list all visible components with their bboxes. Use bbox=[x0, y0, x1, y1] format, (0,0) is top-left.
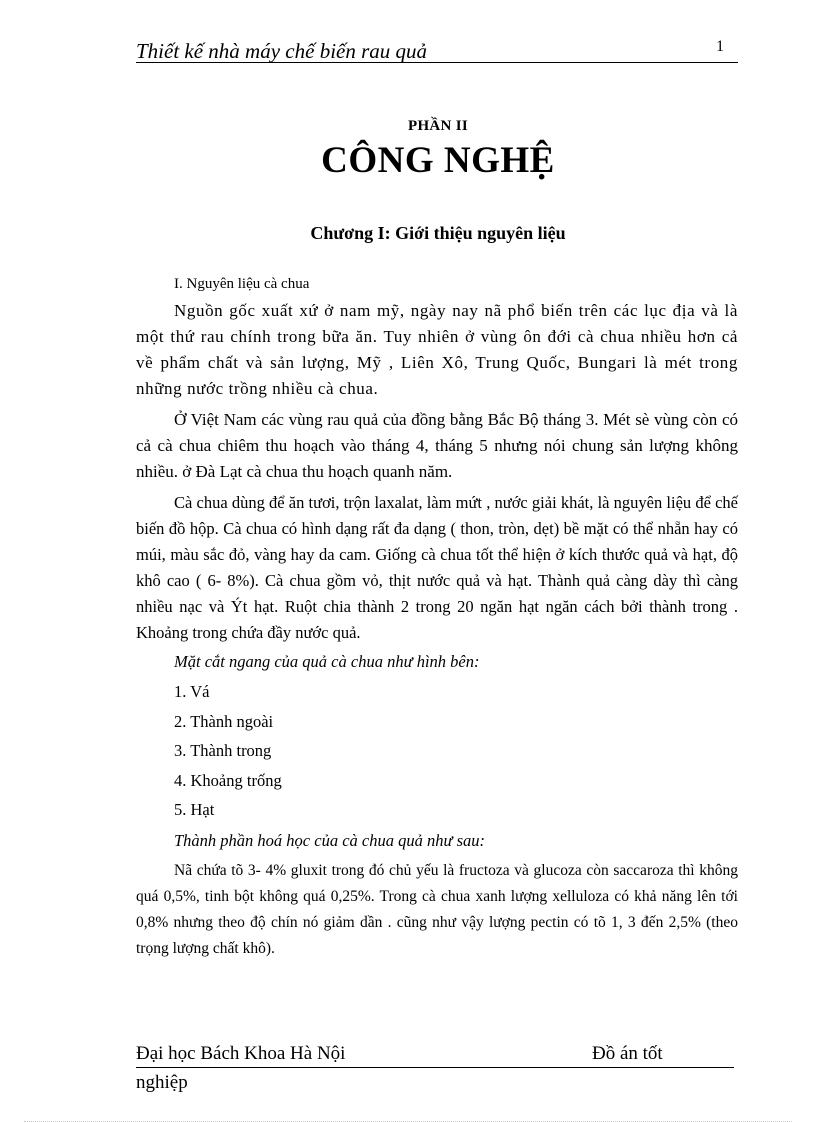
paragraph-vietnam: Ở Việt Nam các vùng rau quả của đồng bằng Bắc Bộ tháng 3. Mét sè vùng còn có cả cà chua chiêm thu hoạch vào tháng 4, tháng 5 nhưng nói chung sản lượng không nhiều. ở Đà Lạt cà chua thu hoạch quanh năm. bbox=[136, 410, 738, 481]
list-item: 5. Hạt bbox=[174, 800, 215, 819]
page-number: 1 bbox=[716, 38, 724, 55]
page-break-line bbox=[24, 1121, 792, 1122]
footer-continuation: nghiệp bbox=[136, 1072, 188, 1093]
list-item: 2. Thành ngoài bbox=[174, 711, 274, 731]
paragraph-composition: Nã chứa tõ 3- 4% gluxit trong đó chủ yếu là fructoza và glucoza còn saccaroza thì không quá 0,5%, tinh bột không quá 0,25%. Trong cà chua xanh lượng xelluloza có khả năng lên tới 0,8% nhưng theo độ chín nó giảm dần . cũng như vậy lượng pectin có tõ 1, 3 đến 2,5% (theo trọng lượng chất khô). bbox=[136, 861, 738, 957]
section-heading: I. Nguyên liệu cà chua bbox=[174, 276, 310, 292]
paragraph-origin: Nguồn gốc xuất xứ ở nam mỹ, ngày nay nã phổ biến trên các lục địa và là một thứ rau chính trong bữa ăn. Tuy nhiên ở vùng ôn đới cà chua nhiều hơn cả về phẩm chất và sản lượng, Mỹ , Liên Xô, Trung Quốc, Bungari là mét trong những nước trồng nhiều cà chua. bbox=[136, 301, 738, 398]
list-item: 3. Thành trong bbox=[174, 741, 272, 760]
part-title: CÔNG NGHỆ bbox=[321, 140, 555, 181]
footer-project: Đồ án tốt bbox=[592, 1043, 663, 1064]
page-footer bbox=[136, 1043, 738, 1095]
list-item: 1. Vá bbox=[174, 682, 210, 701]
page-header bbox=[136, 40, 738, 63]
paragraph-uses: Cà chua dùng để ăn tươi, trộn laxalat, làm mứt , nước giải khát, là nguyên liệu để chế biến đồ hộp. Cà chua có hình dạng rất đa dạng ( thon, tròn, dẹt) bề mặt có thể nhẵn hay có múi, màu sắc đỏ, vàng hay da cam. Giống cà chua tốt thể hiện ở kích thước quả và hạt, độ khô cao ( 6- 8%). Cà chua gồm vỏ, thịt nước quả và hạt. Thành quả càng dày thì càng nhiều nạc và Ýt hạt. Ruột chia thành 2 trong 20 ngăn hạt ngăn cách bởi thành trong . Khoảng trong chứa đầy nước quả. bbox=[136, 493, 738, 642]
part-label: PHẦN II bbox=[407, 118, 469, 134]
document-body bbox=[136, 274, 738, 962]
footer-university: Đại học Bách Khoa Hà Nội bbox=[136, 1043, 346, 1064]
cross-section-caption: Mặt cắt ngang của quả cà chua như hình bên: bbox=[174, 652, 480, 671]
chapter-title: Chương I: Giới thiệu nguyên liệu bbox=[310, 223, 566, 243]
header-title: Thiết kế nhà máy chế biến rau quả bbox=[136, 39, 428, 63]
list-item: 4. Khoảng trống bbox=[174, 770, 282, 790]
cross-section-list bbox=[174, 677, 738, 825]
footer-line bbox=[136, 1043, 734, 1068]
composition-caption: Thành phần hoá học của cà chua quả như sau: bbox=[174, 830, 486, 850]
